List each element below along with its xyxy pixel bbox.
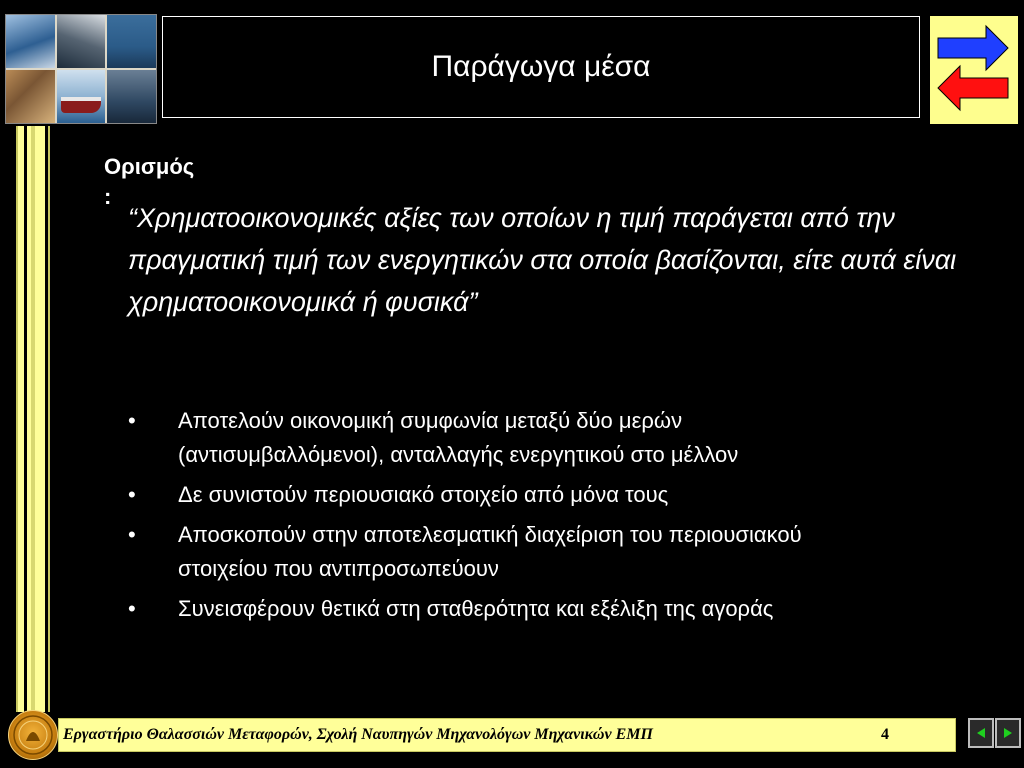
bullet-glyph: • — [128, 408, 136, 433]
collage-photo-diver — [107, 70, 156, 123]
previous-slide-button[interactable] — [968, 718, 994, 748]
triangle-right-icon — [1002, 727, 1014, 739]
footer-text: Εργαστήριο Θαλασσιών Μεταφορών, Σχολή Ναυπηγών Μηχανολόγων Μηχανικών ΕΜΠ — [63, 726, 653, 743]
bullet-list — [124, 404, 884, 632]
definition-label: Ορισμός — [104, 154, 195, 179]
nav-arrows-svg — [930, 16, 1018, 124]
triangle-left-icon — [975, 727, 987, 739]
page-title: Παράγωγα μέσα — [431, 50, 651, 83]
collage-photo-submarine — [107, 15, 156, 68]
left-arrow-icon[interactable] — [938, 66, 1008, 110]
collage-photo-port-cranes — [6, 70, 55, 123]
definition-colon: : — [104, 184, 112, 209]
university-seal-icon — [8, 710, 58, 760]
list-item-text: Συνεισφέρουν θετικά στη σταθερότητα και εξέλιξη της αγοράς — [178, 596, 774, 621]
right-arrow-icon[interactable] — [938, 26, 1008, 70]
list-item — [124, 404, 884, 472]
collage-photo-container-ship — [6, 15, 55, 68]
list-item-text: Δε συνιστούν περιουσιακό στοιχείο από μόνα τους — [178, 482, 669, 507]
footer-bar — [58, 718, 956, 752]
title-box — [162, 16, 920, 118]
collage-photo-tanker — [57, 70, 106, 123]
left-bar-center — [31, 126, 35, 712]
list-item-text: Αποσκοπούν στην αποτελεσματική διαχείριση του περιουσιακού στοιχείου που αντιπροσωπεύουν — [178, 522, 802, 581]
bullet-glyph: • — [128, 522, 136, 547]
list-item — [124, 478, 884, 512]
nav-arrows-panel — [930, 16, 1018, 124]
list-item — [124, 592, 884, 626]
list-item — [124, 518, 884, 586]
left-bar-stripe — [24, 126, 48, 712]
bullet-glyph: • — [128, 596, 136, 621]
collage-photo-stormy-sea — [57, 15, 106, 68]
list-item-text: Αποτελούν οικονομική συμφωνία μεταξύ δύο μερών (αντισυμβαλλόμενοι), ανταλλαγής ενεργητικού στο μέλλον — [178, 408, 739, 467]
left-decorative-bar — [16, 126, 50, 712]
definition-text: “Χρηματοοικονομικές αξίες των οποίων η τιμή παράγεται από την πραγματική τιμή των ενεργητικών στα οποία βασίζονται, είτε αυτά είναι χρηματοοικονομικά ή φυσικά” — [128, 203, 957, 317]
bullet-glyph: • — [128, 482, 136, 507]
next-slide-button[interactable] — [995, 718, 1021, 748]
page-number: 4 — [881, 726, 889, 743]
header-photo-collage — [5, 14, 157, 124]
seal-emblem — [9, 711, 57, 759]
